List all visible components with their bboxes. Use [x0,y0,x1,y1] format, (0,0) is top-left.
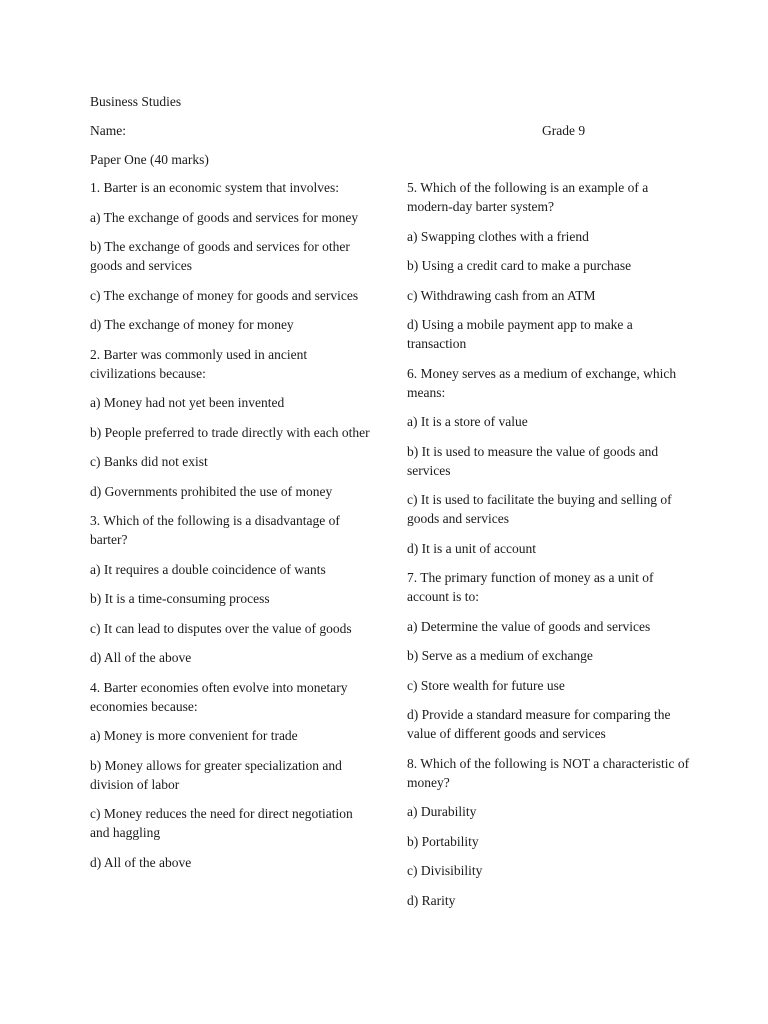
option-6d: d) It is a unit of account [407,540,536,556]
option-8d: d) Rarity [407,892,456,908]
right-column [407,178,692,920]
question-2: 2. Barter was commonly used in ancient civilizations because: [90,346,308,381]
option-7c: c) Store wealth for future use [407,677,565,693]
question-3: 3. Which of the following is a disadvantage of barter? [90,513,340,547]
option-3c: c) It can lead to disputes over the value of goods [90,620,352,636]
name-label: Name: [90,123,126,138]
option-3b: b) It is a time-consuming process [90,591,270,606]
option-5b: b) Using a credit card to make a purchase [407,258,632,273]
option-7b: b) Serve as a medium of exchange [407,648,593,663]
option-7a: a) Determine the value of goods and services [407,618,651,634]
option-3d: d) All of the above [90,650,192,665]
question-7: 7. The primary function of money as a unit of account is to: [407,570,654,604]
question-6: 6. Money serves as a medium of exchange, which means: [407,365,677,400]
option-2b: b) People preferred to trade directly with each other [90,424,370,440]
option-1a: a) The exchange of goods and services for money [90,209,359,225]
option-1d: d) The exchange of money for money [90,317,294,332]
question-5: 5. Which of the following is an example of a modern-day barter system? [407,180,649,214]
option-1c: c) The exchange of money for goods and services [90,287,359,303]
option-7d: d) Provide a standard measure for comparing the value of different goods and services [407,707,671,741]
option-5a: a) Swapping clothes with a friend [407,228,589,244]
option-4c: c) Money reduces the need for direct negotiation and haggling [90,806,353,840]
left-column [90,178,372,882]
option-6b: b) It is used to measure the value of goods and services [407,443,659,478]
option-5c: c) Withdrawing cash from an ATM [407,287,596,303]
option-4d: d) All of the above [90,854,192,870]
option-2a: a) Money had not yet been invented [90,395,285,410]
option-3a: a) It requires a double coincidence of wants [90,561,326,577]
option-4b: b) Money allows for greater specialization and division of labor [90,757,342,792]
option-2d: d) Governments prohibited the use of money [90,483,333,499]
question-4: 4. Barter economies often evolve into monetary economies because: [90,679,348,714]
option-8c: c) Divisibility [407,863,483,878]
option-6a: a) It is a store of value [407,414,528,429]
option-6c: c) It is used to facilitate the buying and selling of goods and services [407,492,672,526]
option-8b: b) Portability [407,833,479,849]
option-1b: b) The exchange of goods and services for other goods and services [90,239,350,273]
paper-title: Paper One (40 marks) [90,152,209,167]
option-2c: c) Banks did not exist [90,454,208,469]
option-4a: a) Money is more convenient for trade [90,728,298,743]
question-1: 1. Barter is an economic system that involves: [90,180,339,195]
option-5d: d) Using a mobile payment app to make a transaction [407,317,633,351]
question-8: 8. Which of the following is NOT a characteristic of money? [407,755,690,790]
grade-label: Grade 9 [542,123,586,138]
option-8a: a) Durability [407,804,477,819]
subject-title: Business Studies [90,94,182,109]
